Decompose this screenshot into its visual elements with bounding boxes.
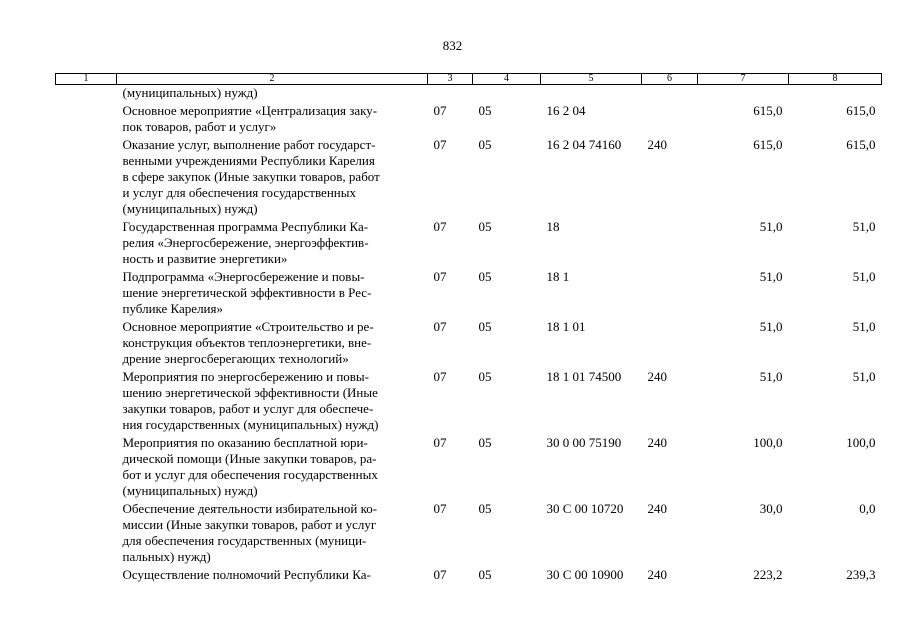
cell-empty xyxy=(56,269,117,319)
row-name-text: Мероприятия по энергосбережению и повы- шению энергетической эффективности (Иные закупки товаров, работ и услуг для обеспече- ния государственных (муниципальных) нужд) xyxy=(122,369,379,432)
cell-subsection: 05 xyxy=(478,567,492,582)
cell-empty xyxy=(56,435,117,501)
row-name-text: Мероприятия по оказанию бесплатной юри- дической помощи (Иные закупки товаров, ра- бот и услуг для обеспечения государственных (муниципальных) нужд) xyxy=(122,435,378,498)
cell-name xyxy=(117,269,428,319)
cell-subsection: 05 xyxy=(478,137,492,152)
table-row xyxy=(56,219,882,269)
cell-amount-1: 30,0 xyxy=(759,501,783,516)
cell-target-article: 18 xyxy=(546,219,560,234)
table-header-row xyxy=(56,74,882,85)
cell-expense-type xyxy=(642,219,698,269)
cell-name xyxy=(117,319,428,369)
column-header: 6 xyxy=(642,74,698,85)
cell-target-article: 30 С 00 10900 xyxy=(546,567,624,582)
cell-expense-type: 240 xyxy=(647,369,667,384)
cell-empty xyxy=(56,103,117,137)
cell-amount-2: 615,0 xyxy=(846,137,876,152)
cell-amount-2: 51,0 xyxy=(852,269,876,284)
cell-expense-type: 240 xyxy=(647,501,667,516)
table-row xyxy=(56,501,882,567)
table-row xyxy=(56,269,882,319)
cell-section: 07 xyxy=(433,103,447,118)
row-name-text: Подпрограмма «Энергосбережение и повы- шение энергетической эффективности в Рес- публике Карелия» xyxy=(122,269,372,316)
column-header: 4 xyxy=(473,74,541,85)
row-name-text: (муниципальных) нужд) xyxy=(122,85,258,100)
cell-amount-1: 100,0 xyxy=(753,435,783,450)
table-row xyxy=(56,567,882,585)
cell-empty xyxy=(56,85,117,104)
column-header: 1 xyxy=(56,74,117,85)
cell-amount-1: 51,0 xyxy=(759,219,783,234)
cell-amount-2: 51,0 xyxy=(852,369,876,384)
cell-amount-2: 0,0 xyxy=(859,501,876,516)
table-body xyxy=(56,85,882,586)
cell-expense-type: 240 xyxy=(647,435,667,450)
cell-target-article: 18 1 01 xyxy=(546,319,586,334)
column-header: 2 xyxy=(117,74,428,85)
cell-subsection: 05 xyxy=(478,219,492,234)
cell-subsection: 05 xyxy=(478,269,492,284)
cell-amount-1: 51,0 xyxy=(759,369,783,384)
cell-name xyxy=(117,501,428,567)
row-name-text: Обеспечение деятельности избирательной ко- миссии (Иные закупки товаров, работ и услуг для обеспечения государственных (муници- пальных) нужд) xyxy=(122,501,378,564)
budget-table xyxy=(55,73,882,585)
cell-section: 07 xyxy=(433,269,447,284)
cell-subsection: 05 xyxy=(478,369,492,384)
cell-target-article: 18 1 01 74500 xyxy=(546,369,622,384)
cell-target-article: 16 2 04 74160 xyxy=(546,137,622,152)
cell-empty xyxy=(56,319,117,369)
cell-amount-2: 615,0 xyxy=(846,103,876,118)
row-name-text: Основное мероприятие «Строительство и ре- конструкция объектов теплоэнергетики, вне- дрение энергосберегающих технологий» xyxy=(122,319,374,366)
cell-amount-2 xyxy=(789,85,882,104)
cell-empty xyxy=(56,137,117,219)
cell-section: 07 xyxy=(433,567,447,582)
cell-expense-type xyxy=(642,85,698,104)
cell-expense-type: 240 xyxy=(647,137,667,152)
column-header: 8 xyxy=(789,74,882,85)
cell-amount-1: 615,0 xyxy=(753,103,783,118)
cell-expense-type xyxy=(642,103,698,137)
cell-expense-type: 240 xyxy=(647,567,667,582)
cell-name xyxy=(117,137,428,219)
row-name-text: Основное мероприятие «Централизация заку- пок товаров, работ и услуг» xyxy=(122,103,378,134)
table-row xyxy=(56,85,882,104)
cell-target-article: 30 0 00 75190 xyxy=(546,435,622,450)
cell-name xyxy=(117,85,428,104)
cell-empty xyxy=(56,219,117,269)
cell-expense-type xyxy=(642,269,698,319)
cell-amount-1: 223,2 xyxy=(753,567,783,582)
cell-amount-1: 51,0 xyxy=(759,269,783,284)
cell-target-article: 16 2 04 xyxy=(546,103,586,118)
cell-target-article xyxy=(541,85,642,104)
column-header: 7 xyxy=(698,74,789,85)
cell-name xyxy=(117,103,428,137)
cell-name xyxy=(117,567,428,585)
row-name-text: Оказание услуг, выполнение работ государст- венными учреждениями Республики Карелия в сфере закупок (Иные закупки товаров, работ и услуг для обеспечения государственных (муниципальных) нужд) xyxy=(122,137,380,216)
table-row xyxy=(56,369,882,435)
table-row xyxy=(56,435,882,501)
cell-amount-2: 100,0 xyxy=(846,435,876,450)
cell-section xyxy=(428,85,473,104)
cell-subsection: 05 xyxy=(478,435,492,450)
cell-subsection: 05 xyxy=(478,319,492,334)
cell-name xyxy=(117,219,428,269)
cell-empty xyxy=(56,369,117,435)
table-row xyxy=(56,319,882,369)
table-row xyxy=(56,137,882,219)
cell-section: 07 xyxy=(433,501,447,516)
cell-empty xyxy=(56,501,117,567)
cell-subsection: 05 xyxy=(478,103,492,118)
cell-section: 07 xyxy=(433,369,447,384)
cell-empty xyxy=(56,567,117,585)
cell-expense-type xyxy=(642,319,698,369)
cell-amount-1: 51,0 xyxy=(759,319,783,334)
cell-amount-2: 51,0 xyxy=(852,319,876,334)
row-name-text: Государственная программа Республики Ка- релия «Энергосбережение, энергоэффектив- ность и развитие энергетики» xyxy=(122,219,369,266)
cell-amount-1 xyxy=(698,85,789,104)
cell-target-article: 30 С 00 10720 xyxy=(546,501,624,516)
row-name-text: Осуществление полномочий Республики Ка- xyxy=(122,567,371,582)
cell-section: 07 xyxy=(433,319,447,334)
page-number: 832 xyxy=(442,38,463,53)
cell-target-article: 18 1 xyxy=(546,269,570,284)
cell-section: 07 xyxy=(433,137,447,152)
cell-name xyxy=(117,435,428,501)
cell-subsection: 05 xyxy=(478,501,492,516)
cell-subsection xyxy=(473,85,541,104)
cell-amount-1: 615,0 xyxy=(753,137,783,152)
column-header: 3 xyxy=(428,74,473,85)
cell-name xyxy=(117,369,428,435)
cell-amount-2: 239,3 xyxy=(846,567,876,582)
cell-amount-2: 51,0 xyxy=(852,219,876,234)
cell-section: 07 xyxy=(433,219,447,234)
column-header: 5 xyxy=(541,74,642,85)
table-row xyxy=(56,103,882,137)
cell-section: 07 xyxy=(433,435,447,450)
